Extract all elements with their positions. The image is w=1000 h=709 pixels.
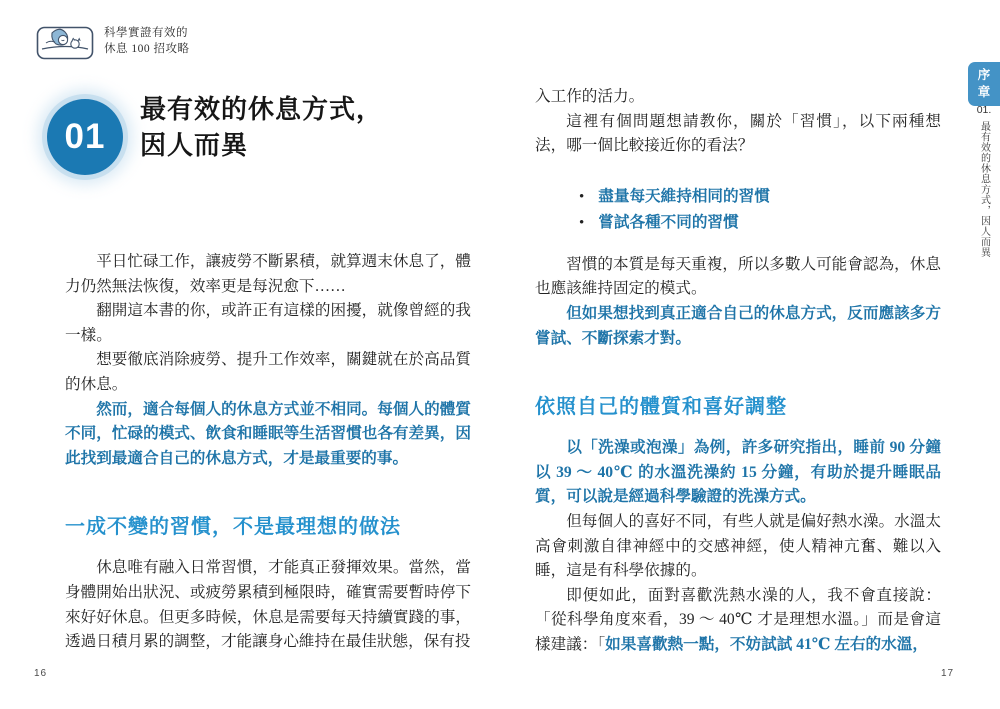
bullet-list: [535, 184, 941, 236]
paragraph: [535, 253, 941, 302]
series-title-line1: 科學實證有效的: [104, 27, 188, 39]
chapter-title-line2: 因人而異: [140, 131, 249, 160]
side-tab-chapter-ref: 01.: [976, 104, 992, 116]
paragraph: [535, 584, 941, 658]
paragraph: [535, 510, 941, 584]
emphasis-text: 但如果想找到真正適合自己的休息方式，反而應該多方嘗試、不斷探索才對。: [535, 304, 941, 347]
paragraph: [535, 302, 941, 351]
body-text: 翻開這本書的你，或許正有這樣的困擾，就像曾經的我一樣。: [65, 302, 471, 344]
body-text: 這裡有個問題想請教你，關於「習慣」，以下兩種想法，哪一個比較接近你的看法？: [535, 112, 941, 155]
emphasis-text: 以「洗澡或泡澡」為例，許多研究指出，睡前 90 分鐘以 39 ～ 40℃ 的水溫洗澡約 15 分鐘，有助於提升睡眠品質，可以說是經過科學驗證的洗澡方式。: [535, 439, 941, 506]
sleeping-person-logo-icon: [36, 20, 94, 62]
bullet-item: [535, 210, 941, 236]
series-title-line2: 休息 100 招攻略: [104, 43, 190, 55]
book-header: [36, 20, 190, 62]
bullet-text: 盡量每天維持相同的習慣: [598, 187, 770, 205]
bullet-text: 嘗試各種不同的習慣: [598, 213, 739, 231]
paragraph: [65, 556, 471, 654]
paragraph: [65, 299, 471, 348]
bullet-item: [535, 184, 941, 210]
chapter-side-tab: [968, 62, 1000, 106]
section-heading: 一成不變的習慣，不是最理想的做法: [65, 516, 401, 539]
bullet-dot-icon: •: [579, 214, 585, 231]
body-text: 平日忙碌工作，讓疲勞不斷累積，就算週末休息了，體力仍然無法恢復，效率更是每況愈下……: [65, 253, 471, 295]
body-text: 休息唯有融入日常習慣，才能真正發揮效果。當然，當身體開始出狀況、或疲勞累積到極限時，確實需要暫時停下來好好休息。但更多時候，休息是需要每天持續實踐的事，透過日積月累的調整，才能讓身心維持在最佳狀態，保有投: [65, 559, 471, 651]
left-page-body: [65, 250, 471, 655]
chapter-number-badge: [47, 99, 123, 175]
bullet-dot-icon: •: [579, 188, 585, 205]
section-heading: 依照自己的體質和喜好調整: [535, 396, 787, 419]
paragraph: [535, 110, 941, 159]
body-text: 習慣的本質是每天重複，所以多數人可能會認為，休息也應該維持固定的模式。: [535, 255, 941, 298]
body-text: 但每個人的喜好不同，有些人就是偏好熱水澡。水溫太高會刺激自律神經中的交感神經，使人精神亢奮、難以入睡，這是有科學依據的。: [535, 512, 941, 580]
series-title: [104, 25, 190, 57]
paragraph: [535, 436, 941, 510]
chapter-title-line1: 最有效的休息方式，: [140, 95, 384, 124]
side-tab-char2: 章: [977, 85, 991, 99]
side-tab-char1: 序: [977, 68, 991, 82]
body-text: 即便如此，面對喜歡洗熱水澡的人，我不會直接說：「從科學角度來看，39 ～ 40℃ 才是理想水溫。」而是會這樣建議：「: [535, 586, 941, 653]
side-tab-chapter-title: 最有效的休息方式，因人而異: [978, 121, 990, 258]
emphasis-text: 然而，適合每個人的休息方式並不相同。每個人的體質不同，忙碌的模式、飲食和睡眠等生活習慣也各有差異，因此找到最適合自己的休息方式，才是最重要的事。: [65, 400, 471, 467]
right-page-body: [535, 85, 941, 658]
paragraph: [535, 85, 941, 110]
chapter-title: [140, 92, 383, 164]
paragraph: [65, 250, 471, 299]
emphasis-text: 如果喜歡熱一點，不妨試試 41℃ 左右的水溫，: [605, 635, 928, 653]
page-number-left: 16: [34, 668, 48, 679]
chapter-number: 01: [64, 117, 106, 156]
page-number-right: 17: [941, 668, 955, 679]
body-text: 入工作的活力。: [535, 88, 645, 105]
paragraph: [65, 398, 471, 472]
body-text: 想要徹底消除疲勞、提升工作效率，關鍵就在於高品質的休息。: [65, 351, 471, 393]
paragraph: [65, 348, 471, 397]
